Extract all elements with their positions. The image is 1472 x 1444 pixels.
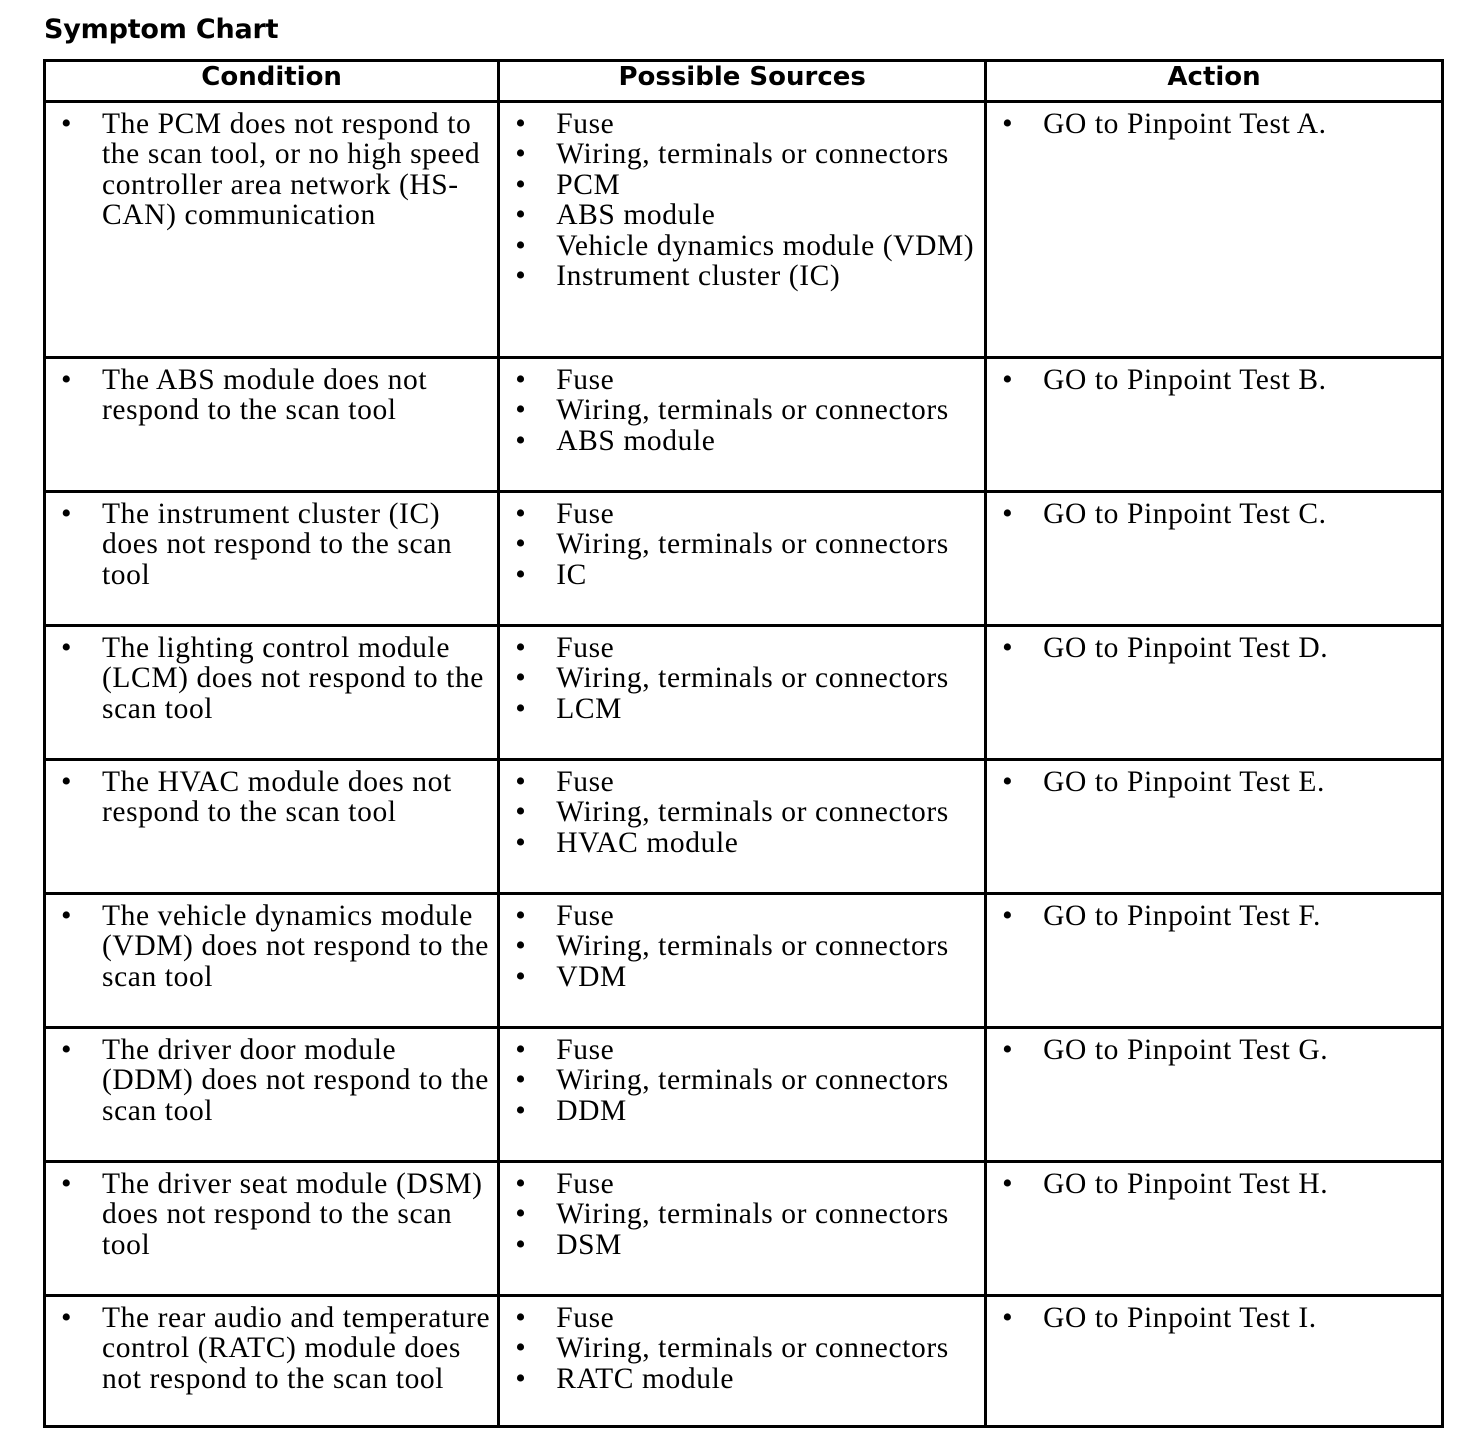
source-item: • ABS module — [500, 200, 978, 230]
action-text: • GO to Pinpoint Test D. — [987, 633, 1435, 663]
action-cell — [986, 492, 1443, 626]
condition-cell — [45, 1162, 499, 1296]
condition-text: • The instrument cluster (IC) does not respond to the scan tool — [46, 499, 491, 590]
source-item: • Wiring, terminals or connectors — [500, 529, 978, 559]
table-row — [45, 102, 1443, 358]
source-item: • Wiring, terminals or connectors — [500, 1199, 978, 1229]
source-item: • Fuse — [500, 365, 978, 395]
condition-text: • The rear audio and temperature control (RATC) module does not respond to the scan tool — [46, 1303, 491, 1394]
header-condition: Condition — [45, 61, 499, 102]
source-item: • Vehicle dynamics module (VDM) — [500, 231, 978, 261]
condition-cell — [45, 1028, 499, 1162]
condition-text: • The driver door module (DDM) does not respond to the scan tool — [46, 1035, 491, 1126]
source-item: • Wiring, terminals or connectors — [500, 663, 978, 693]
table-row — [45, 894, 1443, 1028]
source-item: • Fuse — [500, 1303, 978, 1333]
header-possible-sources: Possible Sources — [499, 61, 986, 102]
source-item: • ABS module — [500, 426, 978, 456]
source-item: • PCM — [500, 170, 978, 200]
condition-cell — [45, 760, 499, 894]
sources-cell — [499, 894, 986, 1028]
table-row — [45, 358, 1443, 492]
condition-text: • The lighting control module (LCM) does not respond to the scan tool — [46, 633, 491, 724]
condition-cell — [45, 492, 499, 626]
source-item: • Fuse — [500, 109, 978, 139]
source-item: • Wiring, terminals or connectors — [500, 395, 978, 425]
action-text: • GO to Pinpoint Test A. — [987, 109, 1435, 139]
action-cell — [986, 760, 1443, 894]
sources-cell — [499, 760, 986, 894]
condition-cell — [45, 102, 499, 358]
condition-text: • The PCM does not respond to the scan tool, or no high speed controller area network (HS-CAN) communication — [46, 109, 491, 231]
source-item: • Fuse — [500, 1169, 978, 1199]
source-item: • Fuse — [500, 901, 978, 931]
action-text: • GO to Pinpoint Test H. — [987, 1169, 1435, 1199]
table-row — [45, 760, 1443, 894]
action-text: • GO to Pinpoint Test F. — [987, 901, 1435, 931]
action-text: • GO to Pinpoint Test I. — [987, 1303, 1435, 1333]
source-item: • Wiring, terminals or connectors — [500, 931, 978, 961]
condition-text: • The ABS module does not respond to the scan tool — [46, 365, 491, 426]
source-item: • Wiring, terminals or connectors — [500, 139, 978, 169]
sources-cell — [499, 1296, 986, 1427]
action-cell — [986, 1028, 1443, 1162]
sources-cell — [499, 1162, 986, 1296]
action-text: • GO to Pinpoint Test E. — [987, 767, 1435, 797]
source-item: • DDM — [500, 1096, 978, 1126]
source-item: • Fuse — [500, 499, 978, 529]
table-header-row — [45, 61, 1443, 102]
action-cell — [986, 626, 1443, 760]
source-item: • DSM — [500, 1230, 978, 1260]
action-cell — [986, 358, 1443, 492]
source-item: • Wiring, terminals or connectors — [500, 1333, 978, 1363]
source-item: • Wiring, terminals or connectors — [500, 1065, 978, 1095]
header-action: Action — [986, 61, 1443, 102]
source-item: • Fuse — [500, 633, 978, 663]
symptom-chart-table — [43, 59, 1444, 1428]
sources-cell — [499, 102, 986, 358]
source-item: • VDM — [500, 962, 978, 992]
source-item: • Instrument cluster (IC) — [500, 261, 978, 291]
action-text: • GO to Pinpoint Test C. — [987, 499, 1435, 529]
source-item: • RATC module — [500, 1364, 978, 1394]
condition-text: • The vehicle dynamics module (VDM) does not respond to the scan tool — [46, 901, 491, 992]
source-item: • LCM — [500, 694, 978, 724]
action-text: • GO to Pinpoint Test B. — [987, 365, 1435, 395]
action-text: • GO to Pinpoint Test G. — [987, 1035, 1435, 1065]
table-row — [45, 1028, 1443, 1162]
action-cell — [986, 102, 1443, 358]
action-cell — [986, 1296, 1443, 1427]
source-item: • Fuse — [500, 1035, 978, 1065]
action-cell — [986, 1162, 1443, 1296]
action-cell — [986, 894, 1443, 1028]
chart-title: Symptom Chart — [44, 14, 279, 45]
table-row — [45, 1296, 1443, 1427]
sources-cell — [499, 1028, 986, 1162]
sources-cell — [499, 626, 986, 760]
table-row — [45, 626, 1443, 760]
source-item: • HVAC module — [500, 828, 978, 858]
table-row — [45, 1162, 1443, 1296]
source-item: • IC — [500, 560, 978, 590]
condition-cell — [45, 626, 499, 760]
condition-cell — [45, 1296, 499, 1427]
sources-cell — [499, 358, 986, 492]
condition-cell — [45, 358, 499, 492]
source-item: • Wiring, terminals or connectors — [500, 797, 978, 827]
sources-cell — [499, 492, 986, 626]
condition-text: • The HVAC module does not respond to the scan tool — [46, 767, 491, 828]
condition-text: • The driver seat module (DSM) does not respond to the scan tool — [46, 1169, 491, 1260]
table-row — [45, 492, 1443, 626]
condition-cell — [45, 894, 499, 1028]
source-item: • Fuse — [500, 767, 978, 797]
